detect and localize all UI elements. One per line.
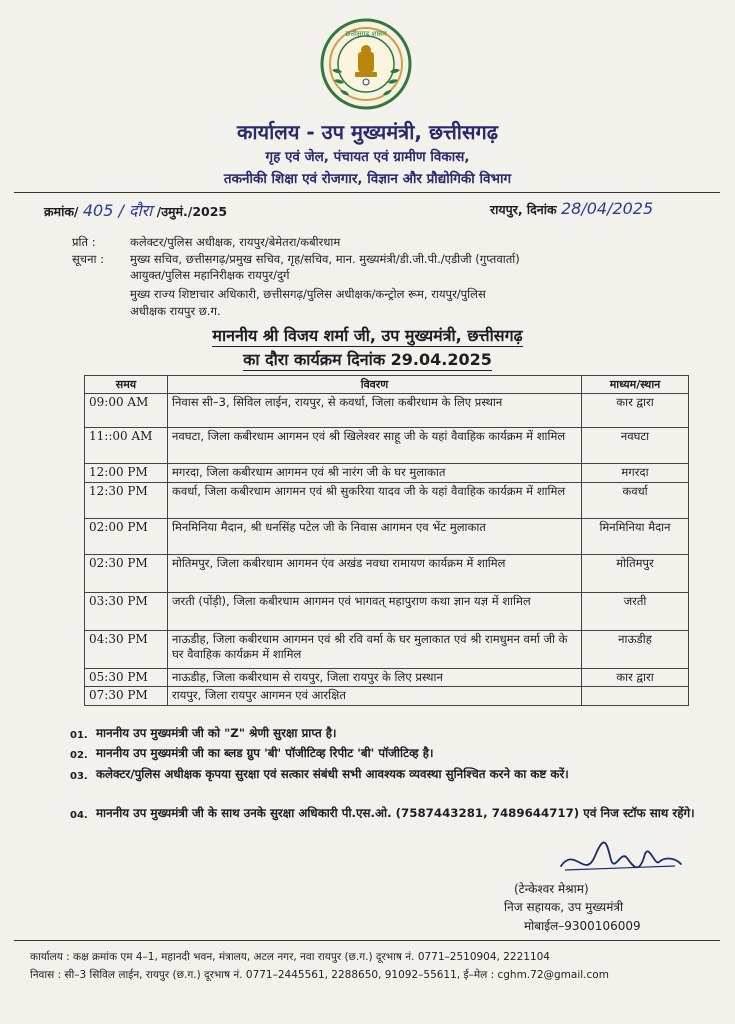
table-row: 09:00 AM निवास सी–3, सिविल लाईन, रायपुर, से कवर्धा, जिला कबीरधाम के लिए प्रस्थान कार द्वारा [85,394,689,428]
soochna-line-1: सूचना : मुख्य सचिव, छत्तीसगढ़/प्रमुख सचिव, गृह/सचिव, मान. मुख्यमंत्री/डी.जी.पी./एडीजी (गुप्तवार्ता) [72,252,520,266]
soochna-line-2: आयुक्त/पुलिस महानिरीक्षक रायपुर/दुर्ग [130,268,290,282]
table-header-row [85,376,689,394]
chhattisgarh-emblem-icon [320,18,412,110]
signature-icon [555,836,685,886]
note-item: 03. कलेक्टर/पुलिस अधीक्षक कृपया सुरक्षा एवं सत्कार संबंधी सभी आवश्यक व्यवस्था सुनिश्चित करने का कष्ट करें। [70,767,569,782]
program-title-line-1: माननीय श्री विजय शर्मा जी, उप मुख्यमंत्री, छत्तीसगढ़ [212,326,523,345]
svg-text:छत्तीसगढ़ शासन: छत्तीसगढ़ शासन [345,30,387,38]
note-item: 01. माननीय उप मुख्यमंत्री जी को "Z" श्रेणी सुरक्षा प्राप्त है। [70,726,337,741]
header-mode: माध्यम/स्थान [582,376,689,394]
table-row: 03:30 PM जरती (पोंड़ी), जिला कबीरधाम आगमन एवं भागवत् महापुराण कथा ज्ञान यज्ञ में शामिल जरती [85,592,689,630]
table-row: 12:00 PM मगरदा, जिला कबीरधाम आगमन एवं श्री नारंग जी के घर मुलाकात मगरदा [85,464,689,483]
handwritten-date: 28/04/2025 [560,199,654,218]
prati-line: प्रति : कलेक्टर/पुलिस अधीक्षक, रायपुर/बेमेतरा/कबीरधाम [72,235,341,249]
header-divider [14,192,720,193]
note-item: 04. माननीय उप मुख्यमंत्री जी के साथ उनके सुरक्षा अधिकारी पी.एस.ओ. (7587443281, 7489644717) एवं निज स्टॉफ साथ रहेंगे। [70,806,695,821]
table-row: 12:30 PM कवर्धा, जिला कबीरधाम आगमन एवं श्री सुकरिया यादव जी के यहां वैवाहिक कार्यक्रम में शामिल कवर्धा [85,482,689,518]
handwritten-number: 405 / दौरा [82,201,153,220]
reference-number: क्रमांक/ 405 / दौरा /उमुमं./2025 [44,201,228,220]
footer-residence-address: निवास : सी–3 सिविल लाईन, रायपुर (छ.ग.) दूरभाष नं. 0771–2445561, 2288650, 91092–55611, ई–मेल : cghm.72@gmail.com [30,969,609,981]
note-item: 02. माननीय उप मुख्यमंत्री जी का ब्लड ग्रुप 'बी' पॉजीटिव्ह रिपीट 'बी' पॉजीटिव्ह है। [70,746,434,761]
table-row: 11::00 AM नवघटा, जिला कबीरधाम आगमन एवं श्री खिलेश्वर साहू जी के यहां वैवाहिक कार्यक्रम में शामिल नवघटा [85,428,689,464]
program-title-line-2: का दौरा कार्यक्रम दिनांक 29.04.2025 [243,350,492,369]
schedule-table [84,375,689,706]
department-line-1: गृह एवं जेल, पंचायत एवं ग्रामीण विकास, [265,149,470,165]
table-row: 05:30 PM नाऊडीह, जिला कबीरधाम से रायपुर, जिला रायपुर के लिए प्रस्थान कार द्वारा [85,668,689,687]
table-row: 02:00 PM मिनमिनिया मैदान, श्री धनसिंह पटेल जी के निवास आगमन एव भेंट मुलाकात मिनमिनिया मैदान [85,518,689,554]
table-row: 07:30 PM रायपुर, जिला रायपुर आगमन एवं आरक्षित [85,687,689,706]
table-row: 02:30 PM मोतिमपुर, जिला कबीरधाम आगमन एंव अखंड नवधा रामायण कार्यक्रम में शामिल मोतिमपुर [85,554,689,592]
header-description: विवरण [168,376,582,394]
table-row: 04:30 PM नाऊडीह, जिला कबीरधाम आगमन एवं श्री रवि वर्मा के घर मुलाकात एवं श्री रामधुमन वर्मा जी के घर वैवाहिक कार्यक्रम में शामिल नाऊडीह [85,630,689,668]
footer-divider [14,940,720,941]
reference-date: रायपुर, दिनांक 28/04/2025 [490,199,654,218]
header-time: समय [85,376,168,394]
signatory-name: (टेन्केश्वर मेश्राम) [514,882,589,896]
signatory-mobile: मोबाईल–9300106009 [524,919,641,933]
office-title: कार्यालय - उप मुख्यमंत्री, छत्तीसगढ़ [236,120,499,144]
soochna-line-3: मुख्य राज्य शिष्टाचार अधिकारी, छत्तीसगढ़/पुलिस अधीक्षक/कन्ट्रोल रूम, रायपुर/पुलिस [130,287,486,301]
soochna-line-4: अधीक्षक रायपुर छ.ग. [130,304,221,318]
signatory-designation: निज सहायक, उप मुख्यमंत्री [504,900,624,914]
footer-office-address: कार्यालय : कक्ष क्रमांक एम 4–1, महानदी भवन, मंत्रालय, अटल नगर, नवा रायपुर (छ.ग.) दूरभाष नं. 0771–2510904, 2221104 [30,951,550,963]
department-line-2: तकनीकी शिक्षा एवं रोजगार, विज्ञान और प्रौद्योगिकी विभाग [223,171,512,187]
